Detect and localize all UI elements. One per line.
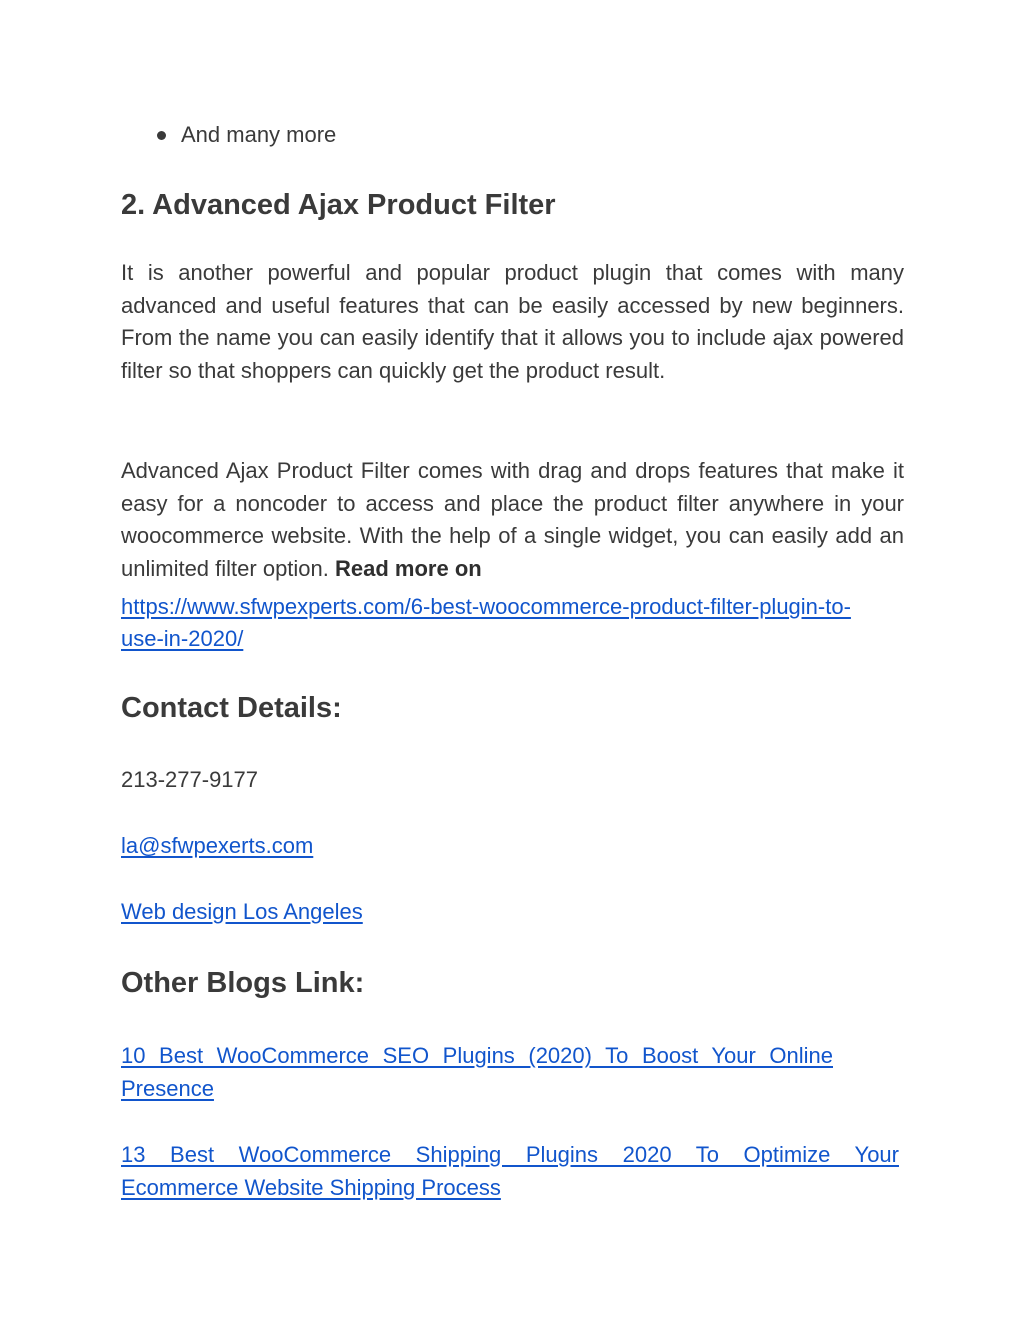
read-more-label: Read more on [335,556,482,582]
article-link-line-1[interactable]: https://www.sfwpexperts.com/6-best-woocommerce-product-filter-plugin-to- [121,594,851,619]
blog-link-seo-line-2[interactable]: Presence [121,1076,214,1101]
bullet-list [121,120,336,150]
blog-link-shipping-line-2[interactable]: Ecommerce Website Shipping Process [121,1175,501,1200]
list-item: And many more [121,120,336,150]
section-heading-advanced-ajax: 2. Advanced Ajax Product Filter [121,189,556,221]
contact-email-link[interactable]: la@sfwpexerts.com [121,833,314,858]
paragraph-intro: It is another powerful and popular product plugin that comes with many advanced and useful features that can be easily accessed by new beginners. From the name you can easily identify that it allows you to include ajax powered filter so that shoppers can quickly get the product result. [121,260,904,384]
article-link-line-2[interactable]: use-in-2020/ [121,626,244,651]
blog-link-shipping-line-1[interactable]: 13 Best WooCommerce Shipping Plugins 2020 To Optimize Your [121,1142,899,1167]
paragraph-features [121,455,904,586]
paragraph-features-text: Advanced Ajax Product Filter comes with drag and drops features that make it easy for a noncoder to access and place the product filter anywhere in your woocommerce website. With the help of a single widget, you can easily add an unlimited filter option. [121,458,904,582]
blog-link-seo-line-1[interactable]: 10 Best WooCommerce SEO Plugins (2020) To Boost Your Online [121,1043,833,1068]
contact-phone: 213-277-9177 [121,767,259,792]
web-design-link[interactable]: Web design Los Angeles [121,899,363,924]
contact-heading: Contact Details: [121,692,342,724]
other-blogs-heading: Other Blogs Link: [121,967,365,999]
